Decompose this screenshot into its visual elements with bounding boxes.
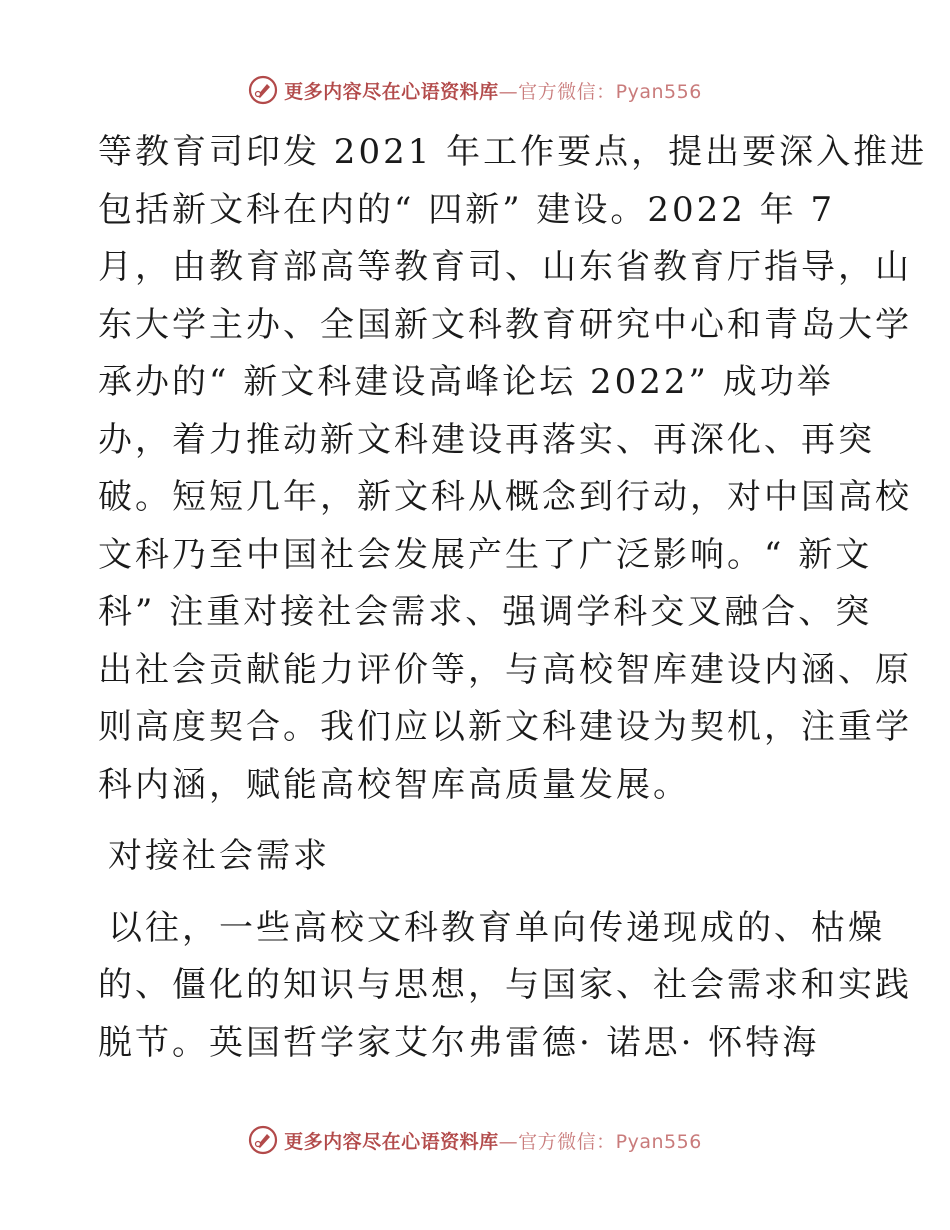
footer-watermark bbox=[0, 1120, 950, 1160]
paragraph-gap bbox=[98, 886, 858, 900]
paragraph-2 bbox=[98, 900, 912, 1073]
text-line: 包括新文科在内的“ 四新” 建设。2022 年 7 bbox=[98, 189, 836, 230]
text-line: 办，着力推动新文科建设再落实、再深化、再突 bbox=[98, 419, 875, 460]
watermark-brand: 更多内容尽在心语资料库 bbox=[284, 1130, 499, 1153]
text-line: 东大学主办、全国新文科教育研究中心和青岛大学 bbox=[98, 304, 912, 345]
text-line: 等教育司印发 2021 年工作要点，提出要深入推进 bbox=[98, 132, 928, 172]
paragraph-1 bbox=[98, 124, 928, 814]
text-line: 月，由教育部高等教育司、山东省教育厅指导，山 bbox=[98, 247, 912, 287]
paragraph-gap bbox=[98, 814, 858, 828]
pen-logo-icon bbox=[248, 75, 278, 105]
document-body bbox=[98, 124, 928, 1072]
watermark-brand: 更多内容尽在心语资料库 bbox=[284, 80, 499, 103]
text-line: 科” 注重对接社会需求、强调学科交叉融合、突 bbox=[98, 592, 873, 632]
text-line: 文科乃至中国社会发展产生了广泛影响。“ 新文 bbox=[98, 534, 873, 575]
text-line: 则高度契合。我们应以新文科建设为契机，注重学 bbox=[98, 707, 912, 747]
text-line: 破。短短几年，新文科从概念到行动，对中国高校 bbox=[98, 477, 912, 517]
text-line: 以往，一些高校文科教育单向传递现成的、枯燥 bbox=[108, 907, 885, 948]
watermark-contact: —官方微信：Pyan556 bbox=[498, 1130, 702, 1153]
text-line: 承办的“ 新文科建设高峰论坛 2022” 成功举 bbox=[98, 362, 834, 402]
text-line: 科内涵，赋能高校智库高质量发展。 bbox=[98, 764, 690, 805]
text-line: 脱节。英国哲学家艾尔弗雷德· 诺思· 怀特海 bbox=[98, 1022, 820, 1063]
pen-logo-icon bbox=[248, 1125, 278, 1155]
watermark-text bbox=[284, 1127, 702, 1154]
text-line: 的、僵化的知识与思想，与国家、社会需求和实践 bbox=[98, 965, 912, 1005]
watermark-text bbox=[284, 77, 702, 104]
header-watermark bbox=[0, 70, 950, 110]
text-line: 出社会贡献能力评价等，与高校智库建设内涵、原 bbox=[98, 649, 912, 690]
watermark-contact: —官方微信：Pyan556 bbox=[498, 80, 702, 103]
section-heading: 对接社会需求 bbox=[108, 836, 330, 876]
